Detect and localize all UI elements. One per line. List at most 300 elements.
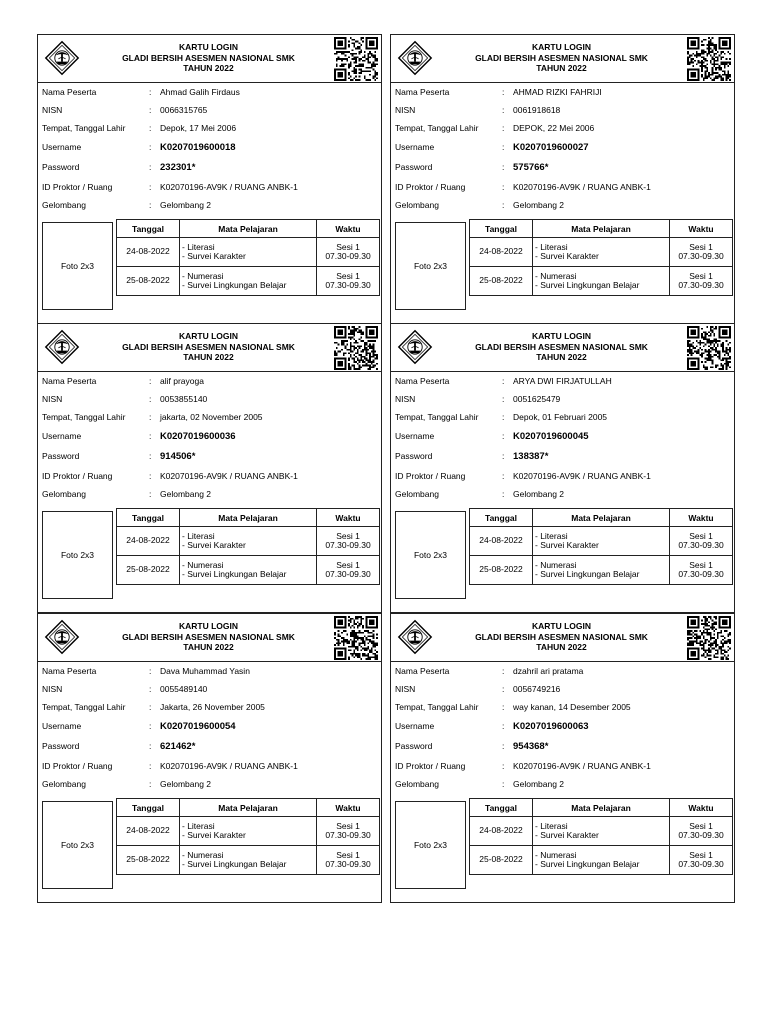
schedule-row [470,817,733,846]
time-range: 07.30-09.30 [325,540,371,550]
field-colon: : [502,142,505,152]
field-colon: : [149,702,152,712]
schedule-subjects [180,556,317,585]
session-label: Sesi 1 [689,241,713,252]
subject-item: - Survei Karakter [182,540,246,550]
header-mata-pelajaran: Mata Pelajaran [533,509,670,527]
title-line: GLADI BERSIH ASESMEN NASIONAL SMK [475,631,648,642]
photo-placeholder [395,801,466,889]
subject-item: - Survei Karakter [182,251,246,261]
field-colon: : [502,451,505,461]
field-label: Nama Peserta [42,376,97,386]
field-colon: : [502,394,505,404]
field-label: Tempat, Tanggal Lahir [395,412,479,422]
field-label: NISN [42,394,63,404]
field-colon: : [149,182,152,192]
participant-nisn: 0061918618 [513,105,561,115]
photo-placeholder [395,222,466,310]
participant-gelombang: Gelombang 2 [160,779,212,789]
tut-wuri-handayani-logo-icon [44,39,80,77]
qr-code-icon [334,616,378,660]
field-colon: : [149,471,152,481]
schedule-table [469,219,733,296]
field-label: Gelombang [395,200,439,210]
title-line: GLADI BERSIH ASESMEN NASIONAL SMK [122,341,295,352]
participant-password: 621462* [160,741,196,752]
subject-item: - Survei Karakter [182,830,246,840]
schedule-subjects [533,527,670,556]
header-tanggal: Tanggal [117,220,180,238]
field-colon: : [149,721,152,731]
participant-password: 954368* [513,741,549,752]
login-card [37,613,382,903]
session-label: Sesi 1 [336,530,360,541]
participant-nisn: 0055489140 [160,684,208,694]
schedule-row [117,846,380,875]
title-line: KARTU LOGIN [178,331,239,341]
header-tanggal: Tanggal [470,799,533,817]
participant-username: K0207019600054 [160,721,236,732]
login-card [390,323,735,613]
participant-password: 914506* [160,451,196,462]
participant-name: Dava Muhammad Yasin [160,666,250,676]
field-colon: : [149,142,152,152]
schedule-row [117,238,380,267]
field-label: Gelombang [395,779,439,789]
field-label: ID Proktor / Ruang [395,182,466,192]
session-label: Sesi 1 [689,559,713,570]
participant-proktor: K02070196-AV9K / RUANG ANBK-1 [513,761,651,771]
tut-wuri-handayani-logo-icon [397,328,433,366]
schedule-table [469,508,733,585]
tut-wuri-handayani-logo-icon [44,328,80,366]
tut-wuri-handayani-logo-icon [397,618,433,656]
field-label: Nama Peserta [42,87,97,97]
tut-wuri-handayani-logo-icon [44,618,80,656]
participant-name: Ahmad Galih Firdaus [160,87,240,97]
photo-label: Foto 2x3 [413,840,448,850]
participant-gelombang: Gelombang 2 [513,489,565,499]
title-line: TAHUN 2022 [183,642,234,652]
participant-birth: jakarta, 02 November 2005 [160,412,263,422]
session-label: Sesi 1 [336,820,360,831]
login-card [37,323,382,613]
time-range: 07.30-09.30 [678,251,724,261]
schedule-time [670,238,733,267]
field-label: Tempat, Tanggal Lahir [42,412,126,422]
header-tanggal: Tanggal [117,799,180,817]
field-colon: : [149,489,152,499]
participant-gelombang: Gelombang 2 [160,200,212,210]
field-colon: : [149,431,152,441]
participant-username: K0207019600036 [160,431,236,442]
participant-name: alif prayoga [160,376,204,386]
title-line: GLADI BERSIH ASESMEN NASIONAL SMK [122,52,295,63]
field-colon: : [502,105,505,115]
header-tanggal: Tanggal [470,509,533,527]
schedule-date: 25-08-2022 [470,267,533,296]
participant-birth: Depok, 01 Februari 2005 [513,412,608,422]
schedule-row [470,556,733,585]
field-colon: : [149,779,152,789]
schedule-date: 25-08-2022 [117,267,180,296]
field-label: ID Proktor / Ruang [395,471,466,481]
schedule-header-row [117,799,380,817]
participant-nisn: 0056749216 [513,684,561,694]
schedule-row [117,267,380,296]
participant-proktor: K02070196-AV9K / RUANG ANBK-1 [160,471,298,481]
participant-proktor: K02070196-AV9K / RUANG ANBK-1 [513,471,651,481]
card-header [38,324,381,372]
title-line: TAHUN 2022 [183,352,234,362]
field-label: Password [42,741,80,751]
field-colon: : [149,451,152,461]
photo-label: Foto 2x3 [60,261,95,271]
card-header [391,614,734,662]
time-range: 07.30-09.30 [325,280,371,290]
field-colon: : [502,702,505,712]
qr-code-icon [687,37,731,81]
field-label: Nama Peserta [395,87,450,97]
field-colon: : [149,741,152,751]
field-colon: : [502,431,505,441]
schedule-table [469,798,733,875]
field-label: Username [395,721,435,731]
field-label: NISN [395,684,416,694]
schedule-row [470,238,733,267]
schedule-subjects [180,846,317,875]
schedule-time [670,556,733,585]
schedule-subjects [180,527,317,556]
schedule-row [470,527,733,556]
field-label: Password [395,741,433,751]
card-header [38,35,381,83]
participant-proktor: K02070196-AV9K / RUANG ANBK-1 [513,182,651,192]
title-line: GLADI BERSIH ASESMEN NASIONAL SMK [475,52,648,63]
header-mata-pelajaran: Mata Pelajaran [180,220,317,238]
subject-item: - Survei Lingkungan Belajar [182,569,287,579]
field-colon: : [502,376,505,386]
participant-nisn: 0066315765 [160,105,208,115]
schedule-time [670,846,733,875]
time-range: 07.30-09.30 [678,280,724,290]
schedule-row [470,267,733,296]
subject-item: - Literasi [182,820,215,831]
time-range: 07.30-09.30 [325,859,371,869]
header-mata-pelajaran: Mata Pelajaran [533,799,670,817]
schedule-date: 24-08-2022 [117,527,180,556]
title-line: TAHUN 2022 [536,63,587,73]
subject-item: - Survei Lingkungan Belajar [535,569,640,579]
field-colon: : [149,684,152,694]
login-card [390,613,735,903]
field-colon: : [502,200,505,210]
field-colon: : [502,779,505,789]
field-colon: : [502,489,505,499]
participant-birth: way kanan, 14 Desember 2005 [513,702,631,712]
field-label: Tempat, Tanggal Lahir [42,123,126,133]
schedule-date: 25-08-2022 [117,846,180,875]
schedule-date: 24-08-2022 [117,238,180,267]
card-title [439,331,684,363]
field-colon: : [502,761,505,771]
field-colon: : [149,87,152,97]
schedule-header-row [117,509,380,527]
schedule-header-row [470,220,733,238]
schedule-row [117,527,380,556]
schedule-row [117,556,380,585]
subject-item: - Survei Karakter [535,830,599,840]
photo-label: Foto 2x3 [60,840,95,850]
field-colon: : [502,162,505,172]
participant-name: dzahril ari pratama [513,666,584,676]
schedule-row [117,817,380,846]
schedule-date: 24-08-2022 [470,527,533,556]
schedule-subjects [533,846,670,875]
schedule-subjects [533,267,670,296]
schedule-date: 24-08-2022 [117,817,180,846]
schedule-subjects [533,556,670,585]
schedule-date: 24-08-2022 [470,238,533,267]
schedule-date: 25-08-2022 [470,846,533,875]
card-title [439,621,684,653]
schedule-header-row [470,509,733,527]
field-colon: : [502,721,505,731]
field-colon: : [502,684,505,694]
subject-item: - Survei Lingkungan Belajar [182,859,287,869]
title-line: TAHUN 2022 [536,352,587,362]
header-waktu: Waktu [317,220,380,238]
participant-proktor: K02070196-AV9K / RUANG ANBK-1 [160,761,298,771]
field-colon: : [149,162,152,172]
title-line: TAHUN 2022 [536,642,587,652]
participant-username: K0207019600045 [513,431,589,442]
field-colon: : [149,761,152,771]
time-range: 07.30-09.30 [325,830,371,840]
field-label: Gelombang [42,489,86,499]
schedule-time [670,817,733,846]
session-label: Sesi 1 [336,270,360,281]
field-label: Username [42,431,82,441]
participant-name: AHMAD RIZKI FAHRIJI [513,87,602,97]
card-header [38,614,381,662]
field-label: Username [395,431,435,441]
session-label: Sesi 1 [336,849,360,860]
schedule-table [116,508,380,585]
participant-password: 232301* [160,162,196,173]
field-label: ID Proktor / Ruang [42,471,113,481]
field-label: Tempat, Tanggal Lahir [395,123,479,133]
time-range: 07.30-09.30 [325,569,371,579]
session-label: Sesi 1 [689,270,713,281]
header-mata-pelajaran: Mata Pelajaran [180,799,317,817]
field-label: NISN [42,105,63,115]
header-mata-pelajaran: Mata Pelajaran [533,220,670,238]
session-label: Sesi 1 [689,849,713,860]
photo-label: Foto 2x3 [413,550,448,560]
qr-code-icon [687,326,731,370]
subject-item: - Numerasi [535,559,577,570]
participant-username: K0207019600063 [513,721,589,732]
subject-item: - Literasi [182,241,215,252]
card-title [439,42,684,74]
subject-item: - Numerasi [535,270,577,281]
title-line: KARTU LOGIN [531,42,592,52]
header-tanggal: Tanggal [117,509,180,527]
field-colon: : [502,471,505,481]
header-waktu: Waktu [670,509,733,527]
photo-placeholder [42,222,113,310]
field-colon: : [502,182,505,192]
header-waktu: Waktu [317,509,380,527]
subject-item: - Numerasi [535,849,577,860]
field-label: Password [395,451,433,461]
schedule-subjects [180,238,317,267]
field-colon: : [149,105,152,115]
field-colon: : [149,412,152,422]
schedule-subjects [180,817,317,846]
photo-placeholder [42,511,113,599]
schedule-time [670,267,733,296]
photo-label: Foto 2x3 [413,261,448,271]
schedule-subjects [180,267,317,296]
field-label: ID Proktor / Ruang [395,761,466,771]
subject-item: - Literasi [535,820,568,831]
participant-password: 138387* [513,451,549,462]
subject-item: - Literasi [182,530,215,541]
subject-item: - Numerasi [182,270,224,281]
field-label: NISN [395,394,416,404]
qr-code-icon [334,326,378,370]
field-colon: : [502,87,505,97]
participant-gelombang: Gelombang 2 [160,489,212,499]
participant-name: ARYA DWI FIRJATULLAH [513,376,612,386]
field-label: Gelombang [42,200,86,210]
header-mata-pelajaran: Mata Pelajaran [180,509,317,527]
header-waktu: Waktu [317,799,380,817]
schedule-subjects [533,817,670,846]
time-range: 07.30-09.30 [678,540,724,550]
card-title [86,621,331,653]
schedule-row [470,846,733,875]
card-header [391,35,734,83]
field-colon: : [149,200,152,210]
field-label: Tempat, Tanggal Lahir [395,702,479,712]
field-label: Password [395,162,433,172]
header-waktu: Waktu [670,220,733,238]
field-label: Username [42,721,82,731]
title-line: KARTU LOGIN [178,42,239,52]
field-colon: : [502,666,505,676]
title-line: KARTU LOGIN [531,621,592,631]
participant-birth: DEPOK, 22 Mei 2006 [513,123,595,133]
title-line: GLADI BERSIH ASESMEN NASIONAL SMK [122,631,295,642]
title-line: TAHUN 2022 [183,63,234,73]
photo-placeholder [42,801,113,889]
schedule-table [116,219,380,296]
field-label: Gelombang [395,489,439,499]
participant-gelombang: Gelombang 2 [513,200,565,210]
field-label: NISN [395,105,416,115]
subject-item: - Literasi [535,530,568,541]
time-range: 07.30-09.30 [678,859,724,869]
field-label: Gelombang [42,779,86,789]
subject-item: - Numerasi [182,849,224,860]
participant-password: 575766* [513,162,549,173]
subject-item: - Survei Lingkungan Belajar [535,280,640,290]
schedule-time [317,817,380,846]
participant-nisn: 0051625479 [513,394,561,404]
field-label: Password [42,162,80,172]
field-label: ID Proktor / Ruang [42,761,113,771]
schedule-time [317,238,380,267]
subject-item: - Survei Karakter [535,251,599,261]
field-label: ID Proktor / Ruang [42,182,113,192]
schedule-date: 25-08-2022 [117,556,180,585]
photo-placeholder [395,511,466,599]
photo-label: Foto 2x3 [60,550,95,560]
field-colon: : [149,123,152,133]
field-colon: : [502,123,505,133]
field-label: NISN [42,684,63,694]
field-label: Nama Peserta [395,666,450,676]
field-colon: : [149,394,152,404]
subject-item: - Survei Lingkungan Belajar [182,280,287,290]
session-label: Sesi 1 [336,241,360,252]
qr-code-icon [334,37,378,81]
schedule-date: 24-08-2022 [470,817,533,846]
schedule-time [317,267,380,296]
time-range: 07.30-09.30 [325,251,371,261]
schedule-header-row [470,799,733,817]
session-label: Sesi 1 [336,559,360,570]
subject-item: - Survei Lingkungan Belajar [535,859,640,869]
card-title [86,331,331,363]
field-colon: : [502,741,505,751]
field-label: Nama Peserta [395,376,450,386]
schedule-date: 25-08-2022 [470,556,533,585]
schedule-table [116,798,380,875]
schedule-time [670,527,733,556]
field-colon: : [149,666,152,676]
field-colon: : [502,412,505,422]
header-tanggal: Tanggal [470,220,533,238]
subject-item: - Numerasi [182,559,224,570]
schedule-time [317,527,380,556]
participant-gelombang: Gelombang 2 [513,779,565,789]
field-label: Tempat, Tanggal Lahir [42,702,126,712]
schedule-header-row [117,220,380,238]
field-label: Nama Peserta [42,666,97,676]
title-line: KARTU LOGIN [531,331,592,341]
login-card [390,34,735,324]
header-waktu: Waktu [670,799,733,817]
card-title [86,42,331,74]
subject-item: - Literasi [535,241,568,252]
participant-username: K0207019600018 [160,142,236,153]
time-range: 07.30-09.30 [678,569,724,579]
field-label: Username [395,142,435,152]
participant-birth: Depok, 17 Mei 2006 [160,123,237,133]
session-label: Sesi 1 [689,820,713,831]
schedule-subjects [533,238,670,267]
time-range: 07.30-09.30 [678,830,724,840]
participant-proktor: K02070196-AV9K / RUANG ANBK-1 [160,182,298,192]
qr-code-icon [687,616,731,660]
schedule-time [317,556,380,585]
field-label: Username [42,142,82,152]
card-header [391,324,734,372]
